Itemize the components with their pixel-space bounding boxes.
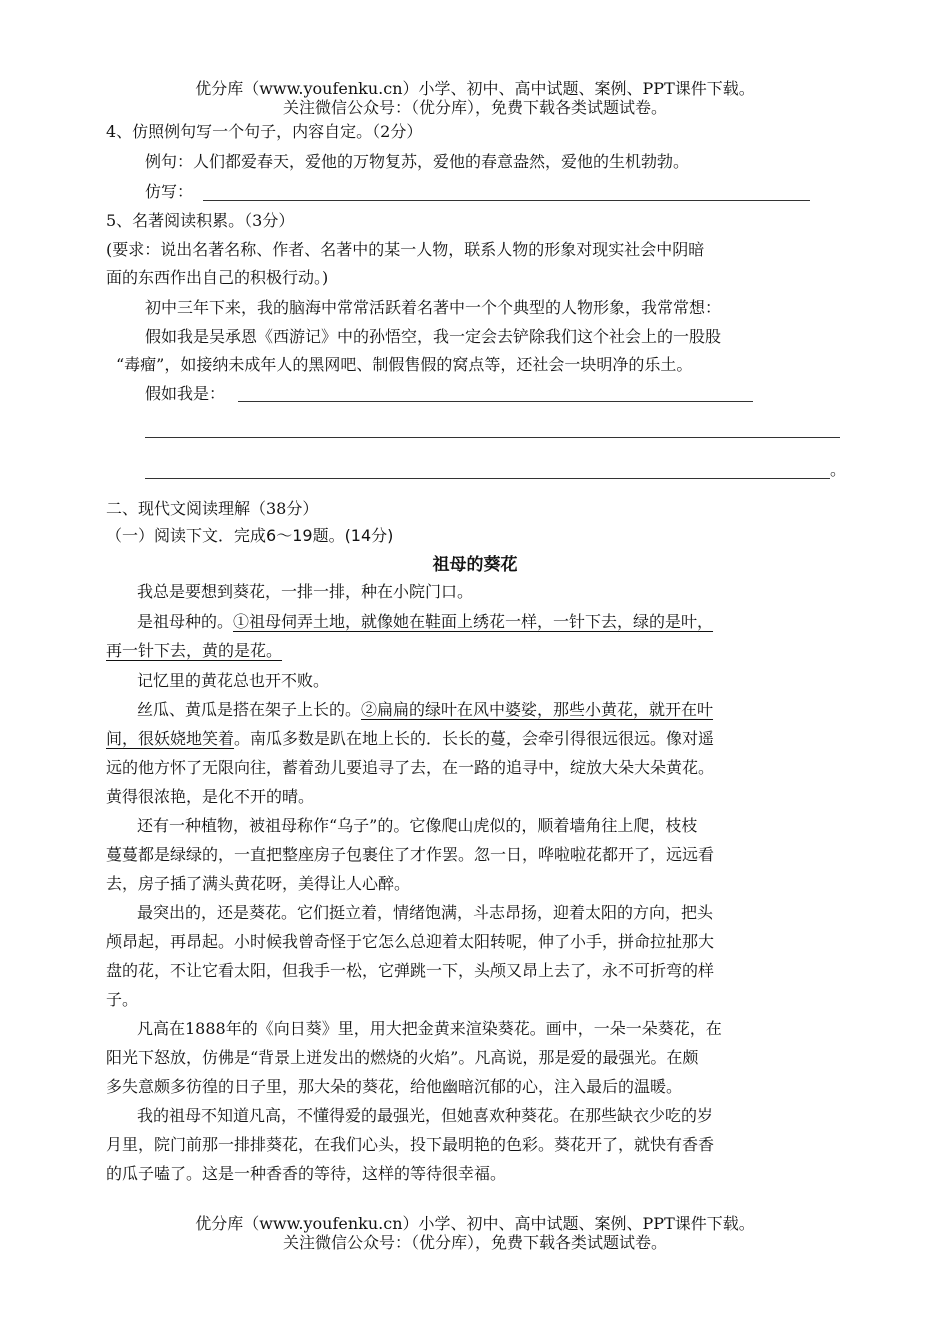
article-line-14: 盘的花，不让它看太阳，但我手一松，它弹跳一下，头颅又昂上去了，永不可折弯的样 — [106, 961, 715, 980]
article-line-5 — [137, 698, 713, 722]
article-line-20: 月里，院门前那一排排葵花，在我们心头，投下最明艳的色彩。葵花开了，就快有香香 — [106, 1135, 715, 1154]
article-line-8: 黄得很浓艳，是化不开的晴。 — [106, 787, 315, 806]
q4-example: 例句：人们都爱春天，爱他的万物复苏，爱他的春意盎然，爱他的生机勃勃。 — [145, 152, 690, 171]
article-line-12: 最突出的，还是葵花。它们挺立着，情绪饱满，斗志昂扬，迎着太阳的方向，把头 — [137, 903, 714, 922]
article-line-2-plain: 是祖母种的。 — [137, 612, 234, 631]
article-line-9: 还有一种植物，被祖母称作“乌子”的。它像爬山虎似的，顺着墙角往上爬，枝枝 — [137, 816, 698, 835]
article-line-6-plain: 。南瓜多数是趴在地上长的．长长的蔓，会牵引得很远很远。像对遥 — [234, 729, 715, 748]
q5-answer-label: 假如我是： — [145, 384, 226, 403]
subtitle-range: 6～19 — [266, 526, 313, 545]
article-line-2 — [137, 610, 713, 634]
q5-stem: 5、名著阅读积累。（3分） — [106, 211, 295, 230]
footer-line-1: 优分库（www.youfenku.cn）小学、初中、高中试题、案例、PPT课件下载。 — [195, 1214, 755, 1233]
article-line-3 — [106, 639, 282, 663]
q4-imitate-label: 仿写： — [145, 182, 194, 201]
article-title: 祖母的葵花 — [432, 555, 518, 575]
underlined-sentence-1a: ①祖母伺弄土地，就像她在鞋面上绣花一样，一针下去，绿的是叶， — [233, 612, 714, 631]
article-line-17: 阳光下怒放，仿佛是“背景上迸发出的燃烧的火焰”。凡高说，那是爱的最强光。在颇 — [106, 1048, 699, 1067]
q4-stem: 4、仿照例句写一个句子，内容自定。（2分） — [106, 122, 423, 141]
q5-end-mark: 。 — [830, 460, 847, 479]
header-line-2: 关注微信公众号：（优分库），免费下载各类试题试卷。 — [282, 98, 667, 117]
underlined-sentence-2a: ②扁扁的绿叶在风中婆娑，那些小黄花，就开在叶 — [361, 700, 714, 719]
article-line-18: 多失意颇多彷徨的日子里，那大朵的葵花，给他幽暗沉郁的心，注入最后的温暖。 — [106, 1077, 683, 1096]
article-line-6 — [106, 727, 714, 751]
article-line-4: 记忆里的黄花总也开不败。 — [137, 671, 330, 690]
q4-answer-blank[interactable] — [203, 200, 810, 201]
section-2-subtitle — [106, 524, 393, 548]
q5-answer-blank-2[interactable] — [145, 437, 840, 438]
q5-intro-line: 初中三年下来，我的脑海中常常活跃着名著中一个个典型的人物形象，我常常想： — [145, 298, 722, 317]
subtitle-suffix: 题。(14分) — [312, 526, 394, 545]
footer-line-2: 关注微信公众号：（优分库），免费下载各类试题试卷。 — [282, 1233, 667, 1252]
q5-example-line-1: 假如我是吴承恩《西游记》中的孙悟空，我一定会去铲除我们这个社会上的一股股 — [145, 327, 722, 346]
article-line-19: 我的祖母不知道凡高，不懂得爱的最强光，但她喜欢种葵花。在那些缺衣少吃的岁 — [137, 1106, 714, 1125]
article-line-7: 远的他方怀了无限向往，蓄着劲儿要追寻了去，在一路的追寻中，绽放大朵大朵黄花。 — [106, 758, 715, 777]
header-line-1: 优分库（www.youfenku.cn）小学、初中、高中试题、案例、PPT课件下载。 — [195, 79, 755, 98]
article-line-16: 凡高在1888年的《向日葵》里，用大把金黄来渲染葵花。画中，一朵一朵葵花，在 — [137, 1019, 722, 1038]
underlined-sentence-1b: 再一针下去，黄的是花。 — [106, 641, 283, 660]
subtitle-prefix: （一）阅读下文．完成 — [106, 526, 267, 545]
article-line-11: 去，房子插了满头黄花呀，美得让人心醉。 — [106, 874, 411, 893]
underlined-sentence-2b: 间，很妖娆地笑着 — [106, 729, 235, 748]
article-line-1: 我总是要想到葵花，一排一排，种在小院门口。 — [137, 582, 474, 601]
q5-answer-blank-1[interactable] — [238, 401, 753, 402]
q5-requirement-line-2: 面的东西作出自己的积极行动。) — [106, 268, 329, 287]
article-line-15: 子。 — [106, 990, 139, 1009]
section-2-title: 二、现代文阅读理解（38分） — [106, 499, 319, 518]
article-line-13: 颅昂起，再昂起。小时候我曾奇怪于它怎么总迎着太阳转呢，伸了小手，拼命拉扯那大 — [106, 932, 715, 951]
q5-requirement-line-1: (要求：说出名著名称、作者、名著中的某一人物，联系人物的形象对现实社会中阴暗 — [106, 240, 705, 259]
article-line-5-plain: 丝瓜、黄瓜是搭在架子上长的。 — [137, 700, 362, 719]
article-line-21: 的瓜子嗑了。这是一种香香的等待，这样的等待很幸福。 — [106, 1164, 507, 1183]
q5-answer-blank-3[interactable] — [145, 478, 830, 479]
article-line-10: 蔓蔓都是绿绿的，一直把整座房子包裹住了才作罢。忽一日，哗啦啦花都开了，远远看 — [106, 845, 715, 864]
q5-example-line-2: “毒瘤”，如接纳未成年人的黑网吧、制假售假的窝点等，还社会一块明净的乐土。 — [116, 355, 693, 374]
